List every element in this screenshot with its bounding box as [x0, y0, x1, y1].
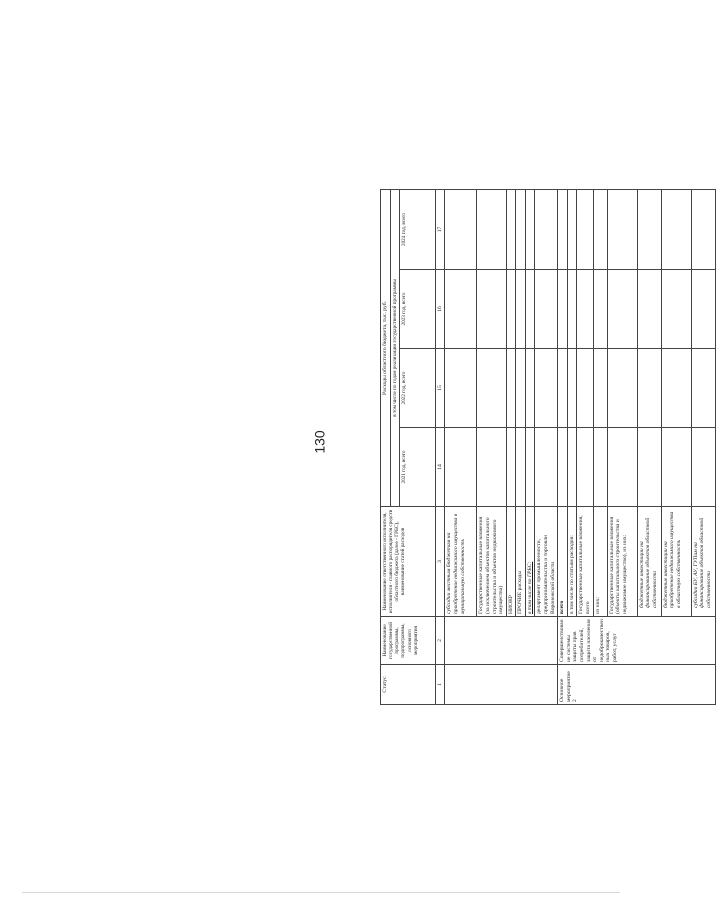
value-cell [477, 270, 506, 349]
value-cell [525, 428, 535, 507]
value-cell [445, 349, 477, 428]
row-label: Государственные капитальные вложения (за исключением объектов капитального строительства и объектов недвижимого имущества) [477, 507, 506, 617]
value-cell [516, 189, 526, 269]
value-cell [691, 270, 715, 349]
value-cell [516, 270, 526, 349]
row-label: Государственные капитальные вложения, всего [577, 507, 593, 617]
header-status: Статус [381, 665, 436, 705]
value-cell [593, 270, 607, 349]
col-number: 15 [435, 349, 445, 428]
value-cell [691, 189, 715, 269]
header-year-2024: 2024 год, всего [399, 189, 435, 269]
col-number: 16 [435, 270, 445, 349]
value-cell [637, 349, 661, 428]
value-cell [558, 428, 568, 507]
row-label-total: всего [558, 507, 568, 617]
header-year-2021: 2021 год, всего [399, 428, 435, 507]
value-cell [558, 270, 568, 349]
row-label: бюджетные инвестиции на финансирование объектов областной собственности [637, 507, 661, 617]
value-cell [445, 428, 477, 507]
value-cell [637, 189, 661, 269]
value-cell [558, 349, 568, 428]
value-cell [535, 189, 558, 269]
value-cell [535, 428, 558, 507]
expenditure-table [380, 189, 716, 705]
value-cell [516, 428, 526, 507]
row-label: субсидии БУ, АУ, ГУПам на финансирование объектов областной собственности [691, 507, 715, 617]
value-cell [516, 349, 526, 428]
value-cell [445, 270, 477, 349]
program-name: Совершенствование системы защиты прав потребителей, защита населения от недоброкачественных товаров, работ, услуг [558, 617, 715, 665]
value-cell [607, 189, 637, 269]
value-cell [506, 270, 516, 349]
status-cell-empty [445, 665, 558, 705]
value-cell [535, 349, 558, 428]
row-label: субсидии местным бюджетам на приобретение недвижимого имущества в муниципальную собственность [445, 507, 477, 617]
value-cell [445, 189, 477, 269]
value-cell [607, 270, 637, 349]
value-cell [477, 349, 506, 428]
value-cell [607, 428, 637, 507]
col-number: 1 [435, 665, 445, 705]
value-cell [577, 189, 593, 269]
value-cell [577, 270, 593, 349]
value-cell [607, 349, 637, 428]
value-cell [506, 349, 516, 428]
page-bottom-edge [22, 892, 620, 893]
col-number: 14 [435, 428, 445, 507]
value-cell [577, 428, 593, 507]
value-cell [593, 428, 607, 507]
value-cell [558, 189, 568, 269]
value-cell [525, 349, 535, 428]
col-number: 2 [435, 617, 445, 665]
value-cell [477, 428, 506, 507]
header-year-2022: 2022 год, всего [399, 349, 435, 428]
col-number: 17 [435, 189, 445, 269]
value-cell [567, 428, 577, 507]
header-years-subgroup: в том числе по годам реализации государственной программы [390, 189, 399, 506]
value-cell [637, 428, 661, 507]
program-cell-empty [445, 617, 558, 665]
value-cell [691, 428, 715, 507]
value-cell [506, 189, 516, 269]
col-number: 3 [435, 507, 445, 617]
value-cell [577, 349, 593, 428]
header-budget-group: Расходы областного бюджета, тыс. руб. [381, 189, 391, 506]
value-cell [691, 349, 715, 428]
value-cell [535, 270, 558, 349]
value-cell [661, 428, 691, 507]
row-label: ПРОЧИЕ расходы [516, 507, 526, 617]
value-cell [567, 189, 577, 269]
page-number-text: 130 [311, 430, 328, 454]
header-program: Наименование государственной программы, подпрограммы, основного мероприятия [381, 617, 436, 665]
value-cell [637, 270, 661, 349]
value-cell [477, 189, 506, 269]
row-label: Государственные капитальные вложения (объекты капитального строительства и недвижимое имущество), из них: [607, 507, 637, 617]
value-cell [661, 189, 691, 269]
value-cell [567, 349, 577, 428]
value-cell [593, 349, 607, 428]
value-cell [661, 270, 691, 349]
value-cell [567, 270, 577, 349]
value-cell [525, 270, 535, 349]
header-year-2023: 2023 год, всего [399, 270, 435, 349]
value-cell [661, 349, 691, 428]
value-cell [593, 189, 607, 269]
row-label: НИОКР [506, 507, 516, 617]
expenditure-table-wrapper [380, 190, 712, 705]
value-cell [525, 189, 535, 269]
row-label: в том числе по ГРБС: [525, 507, 535, 617]
status-main-event: Основное мероприятие 2 [558, 665, 715, 705]
value-cell [506, 428, 516, 507]
row-label: из них: [593, 507, 607, 617]
row-label: в том числе по статьям расходов: [567, 507, 577, 617]
row-label: департамент промышленности, предпринимательства и торговли Воронежской области [535, 507, 558, 617]
header-executor: Наименование ответственного исполнителя, исполнителя - главного распорядителя средств областного бюджета (далее - ГРБС), наименование статей расходов [381, 507, 436, 617]
row-label: бюджетные инвестиции на приобретение недвижимого имущества в областную собственность [661, 507, 691, 617]
